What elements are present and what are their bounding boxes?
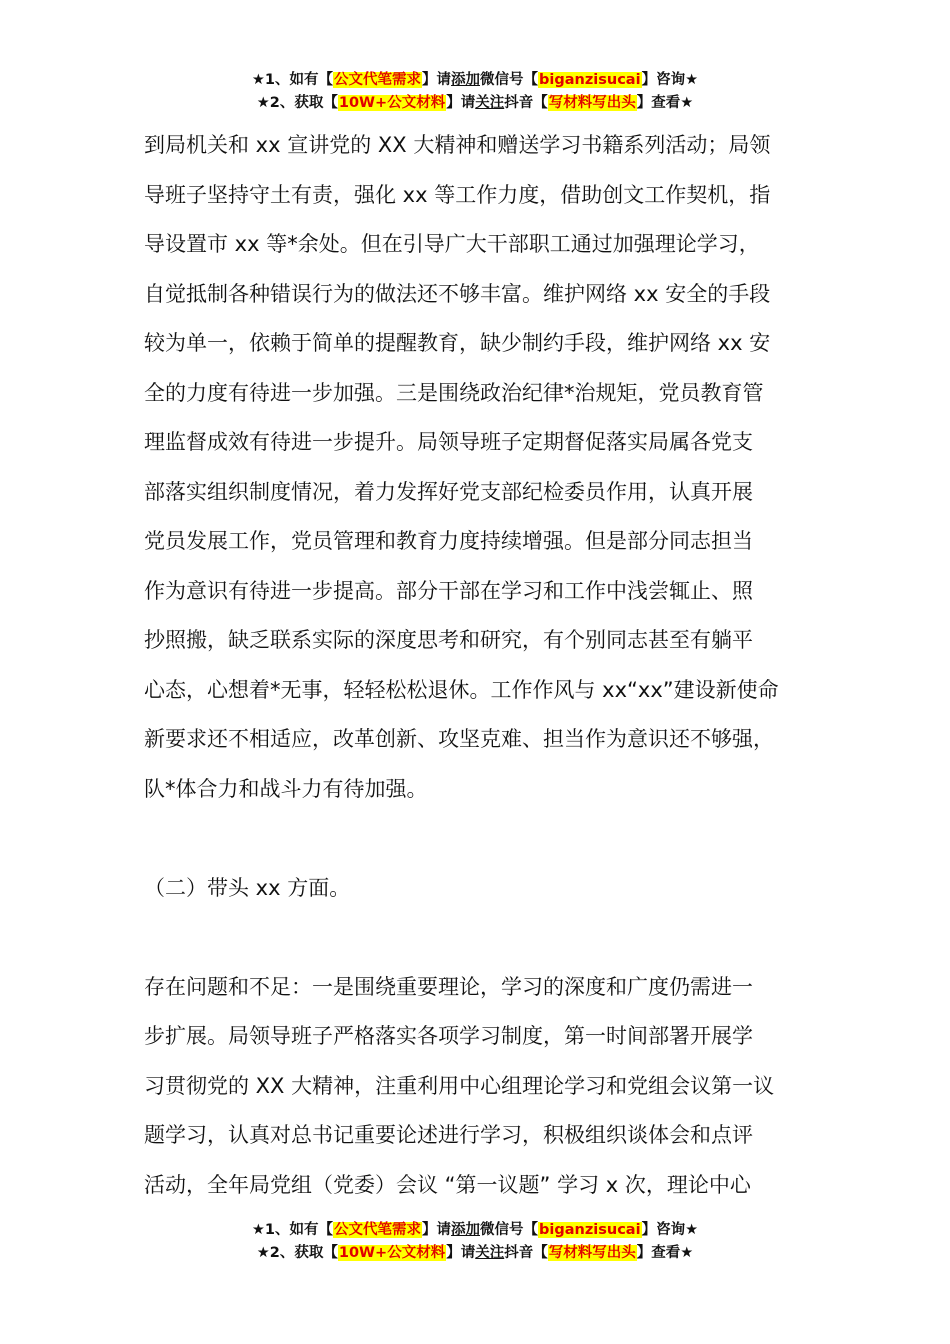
document-body [144,121,834,1210]
body-line: 活动，全年局党组（党委）会议 “第一议题” 学习 x 次，理论中心 [144,1172,751,1197]
footer-banner [0,1219,950,1265]
body-line: 存在问题和不足：一是围绕重要理论，学习的深度和广度仍需进一 [144,974,753,999]
body-line: 新要求还不相适应，改革创新、攻坚克难、担当作为意识还不够强， [144,727,774,751]
paragraph-gap [144,814,834,864]
banner-text: 】咨询★ [641,1222,699,1238]
body-line: 抄照搬，缺乏联系实际的深度思考和研究，有个别同志甚至有躺平 [144,628,753,652]
header-banner [0,69,950,115]
banner-text-underlined: 添加 [451,1222,481,1238]
body-line: 理监督成效有待进一步提升。局领导班子定期督促落实局属各党支 [144,430,753,454]
body-line: 部落实组织制度情况，着力发挥好党支部纪检委员作用，认真开展 [144,479,753,504]
body-line: 心态，心想着*无事，轻轻松松退休。工作作风与 xx“xx”建设新使命 [144,677,779,702]
section-heading: （二）带头 xx 方面。 [144,875,351,900]
banner-text: 抖音【 [504,95,548,111]
body-line: 较为单一，依赖于简单的提醒教育，缺少制约手段，维护网络 xx 安 [144,331,771,355]
body-line: 作为意识有待进一步提高。部分干部在学习和工作中浅尝辄止、照 [144,578,753,603]
body-line: 导班子坚持守土有责，强化 xx 等工作力度，借助创文工作契机，指 [144,182,771,207]
banner-text: 】查看★ [636,95,694,111]
banner-text: 抖音【 [504,1245,548,1261]
banner-text-underlined: 关注 [475,95,505,111]
body-line: 队*体合力和战斗力有待加强。 [144,776,428,801]
banner-line-1 [0,69,950,92]
banner-text: ★1、如有【 [251,1222,334,1238]
banner-line-1 [0,1219,950,1242]
highlight-service: 公文代笔需求 [334,72,422,88]
banner-text: 】请 [422,72,452,88]
banner-line-2 [0,92,950,115]
banner-text: 微信号【 [480,1222,539,1238]
body-line: 题学习，认真对总书记重要论述进行学习，积极组织谈体会和点评 [144,1123,753,1147]
banner-text: ★2、获取【 [256,95,338,111]
banner-text-underlined: 关注 [475,1245,505,1261]
body-line: 全的力度有待进一步加强。三是围绕政治纪律*治规矩，党员教育管 [144,380,764,405]
body-line: 导设置市 xx 等*余处。但在引导广大干部职工通过加强理论学习， [144,232,760,256]
body-line: 自觉抵制各种错误行为的做法还不够丰富。维护网络 xx 安全的手段 [144,281,771,306]
banner-text: 】请 [446,1245,476,1261]
body-line: 步扩展。局领导班子严格落实各项学习制度，第一时间部署开展学 [144,1024,753,1048]
paragraph-gap [144,913,834,963]
banner-text: 】查看★ [636,1245,694,1261]
body-line: 到局机关和 xx 宣讲党的 XX 大精神和赠送学习书籍系列活动；局领 [144,133,771,157]
highlight-materials: 10W+公文材料 [338,95,446,111]
banner-text: 】咨询★ [641,72,699,88]
banner-text: ★1、如有【 [251,72,334,88]
body-line: 习贯彻党的 XX 大精神，注重利用中心组理论学习和党组会议第一议 [144,1073,775,1098]
highlight-materials: 10W+公文材料 [338,1245,446,1261]
highlight-service: 公文代笔需求 [334,1222,422,1238]
highlight-douyin: 写材料写出头 [548,95,636,111]
highlight-wechat-id: biganzisucai [539,1222,641,1238]
highlight-douyin: 写材料写出头 [548,1245,636,1261]
banner-text-underlined: 添加 [451,72,481,88]
highlight-wechat-id: biganzisucai [539,72,641,88]
banner-text: 微信号【 [480,72,539,88]
banner-text: 】请 [446,95,476,111]
body-line: 党员发展工作，党员管理和教育力度持续增强。但是部分同志担当 [144,529,753,553]
banner-text: 】请 [422,1222,452,1238]
banner-line-2 [0,1242,950,1265]
banner-text: ★2、获取【 [256,1245,338,1261]
